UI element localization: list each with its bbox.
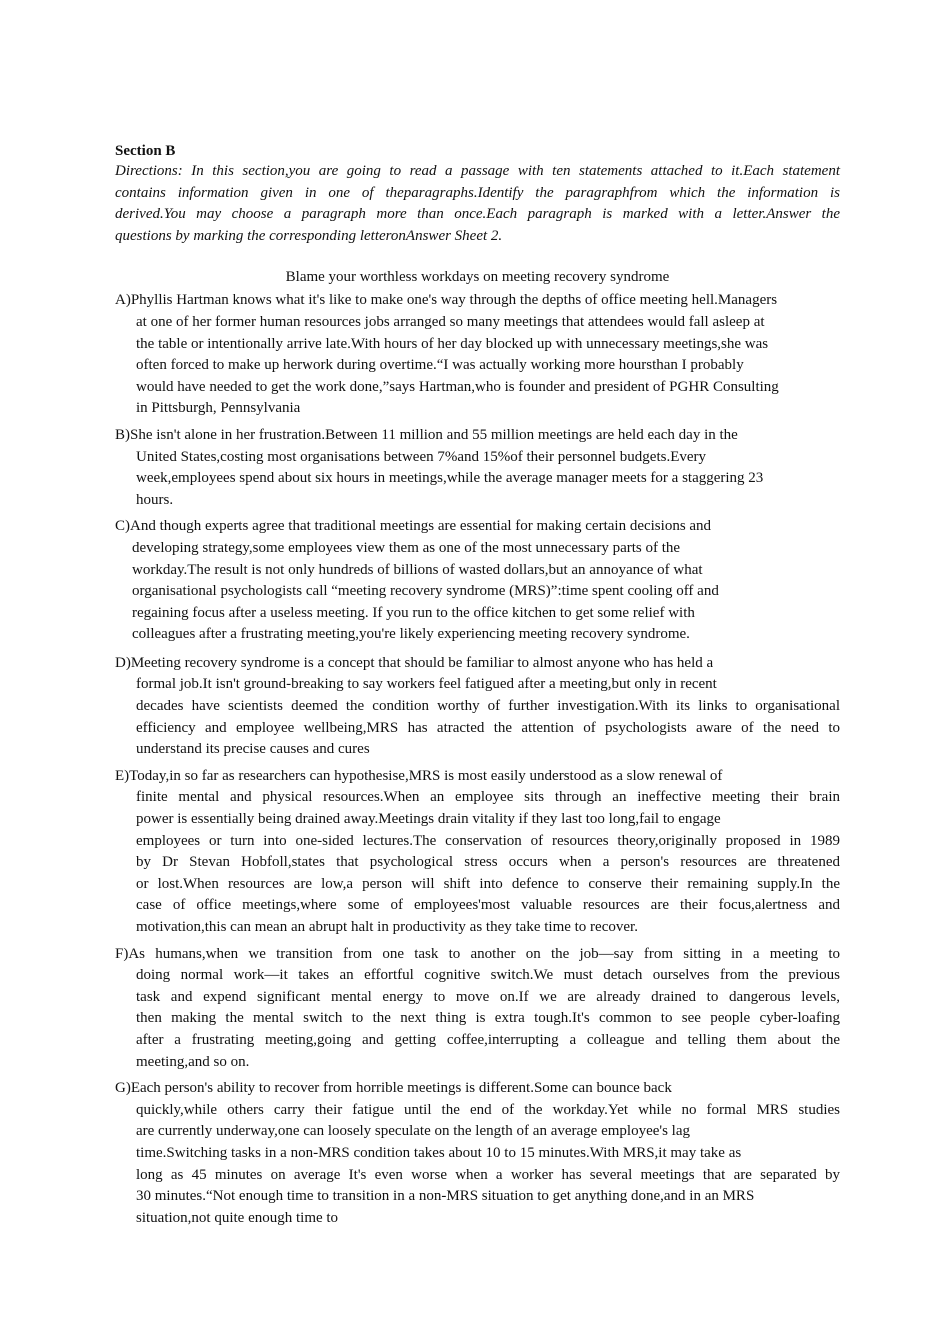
document-page [115, 141, 840, 1234]
paragraph-line: after a frustrating meeting,going and getting coffee,interrupting a colleague and telling them about the [136, 1031, 840, 1048]
paragraph-line: regaining focus after a useless meeting. If you run to the office kitchen to get some relief with [132, 604, 695, 621]
paragraph-d [115, 653, 840, 761]
paragraph-c [115, 516, 840, 646]
paragraph-line: are currently underway,one can loosely speculate on the length of an average employee's lag [136, 1123, 690, 1140]
paragraph-line: by Dr Stevan Hobfoll,states that psychological stress occurs when a person's resources are threatened [136, 854, 840, 871]
directions-line: derived.You may choose a paragraph more than once.Each paragraph is marked with a letter.Answer the [115, 206, 840, 223]
paragraph-line: often forced to make up herwork during overtime.“I was actually working more hoursthan I probably [136, 357, 744, 374]
paragraph-line: or lost.When resources are low,a person will shift into defence to conserve their remaining supply.In the [136, 875, 840, 892]
paragraph-line: situation,not quite enough time to [136, 1209, 339, 1226]
paragraph-line: task and expend significant mental energy to move on.If we are already drained to dangerous levels, [136, 988, 840, 1005]
paragraph-line: colleagues after a frustrating meeting,you're likely experiencing meeting recovery syndrome. [132, 626, 690, 643]
paragraph-f [115, 944, 840, 1074]
directions-line: contains information given in one of theparagraphs.Identify the paragraphfrom which the information is [115, 184, 840, 201]
paragraph-line: at one of her former human resources jobs arranged so many meetings that attendees would fall asleep at [136, 313, 765, 330]
paragraph-b [115, 425, 840, 511]
paragraph-line: in Pittsburgh, Pennsylvania [136, 400, 301, 417]
paragraph-line: G)Each person's ability to recover from horrible meetings is different.Some can bounce back [115, 1080, 672, 1097]
paragraph-line: decades have scientists deemed the condition worthy of further investigation.With its links to organisational [136, 698, 840, 715]
paragraph-line: 30 minutes.“Not enough time to transition in a non-MRS situation to get anything done,and in an MRS [136, 1188, 755, 1205]
paragraph-line: would have needed to get the work done,”says Hartman,who is founder and president of PGHR Consulting [136, 378, 779, 395]
paragraph-line: power is essentially being drained away.Meetings drain vitality if they last too long,fail to engage [136, 811, 721, 828]
paragraph-line: motivation,this can mean an abrupt halt in productivity as they take time to recover. [136, 919, 638, 935]
paragraph-line: quickly,while others carry their fatigue until the end of the workday.Yet while no formal MRS studies [136, 1101, 840, 1118]
paragraph-line: case of office meetings,where some of employees'most valuable resources are their focus,alertness and [136, 897, 840, 914]
section-heading: Section B [115, 143, 176, 159]
passage-title: Blame your worthless workdays on meeting recovery syndrome [285, 269, 670, 286]
paragraph-line: D)Meeting recovery syndrome is a concept that should be familiar to almost anyone who has held a [115, 654, 714, 671]
paragraph-line: United States,costing most organisations between 7%and 15%of their personnel budgets.Every [136, 448, 707, 465]
paragraph-line: long as 45 minutes on average It's even worse when a worker has several meetings that are separated by [136, 1166, 840, 1183]
paragraph-line: organisational psychologists call “meeting recovery syndrome (MRS)”:time spent cooling off and [132, 583, 719, 600]
paragraph-line: E)Today,in so far as researchers can hypothesise,MRS is most easily understood as a slow renewal of [115, 767, 723, 784]
paragraph-line: A)Phyllis Hartman knows what it's like to make one's way through the depths of office meeting hell.Managers [115, 292, 778, 309]
directions-line: Directions: In this section,you are going to read a passage with ten statements attached to it.Each statement [115, 163, 840, 179]
paragraph-line: doing normal work—it takes an effortful cognitive switch.We must detach ourselves from the previous [136, 967, 840, 984]
directions [115, 161, 840, 247]
paragraph-line: understand its precise causes and cures [136, 741, 370, 758]
paragraph-line: hours. [136, 491, 174, 508]
paragraph-line: F)As humans,when we transition from one task to another on the job—say from sitting in a meeting to [115, 945, 840, 962]
paragraph-line: finite mental and physical resources.When an employee sits through an ineffective meeting their brain [136, 789, 840, 806]
paragraph-g [115, 1078, 840, 1229]
paragraph-line: C)And though experts agree that traditional meetings are essential for making certain decisions and [115, 518, 712, 535]
paragraph-line: efficiency and employee wellbeing,MRS has atracted the attention of psychologists aware of the need to [136, 719, 840, 736]
paragraph-line: formal job.It isn't ground-breaking to say workers feel fatigued after a meeting,but only in recent [136, 676, 717, 693]
paragraph-line: the table or intentionally arrive late.With hours of her day blocked up with unnecessary meetings,she was [136, 335, 769, 352]
paragraph-line: employees or turn into one-sided lectures.The conservation of resources theory,originally proposed in 1989 [136, 832, 840, 849]
paragraph-line: B)She isn't alone in her frustration.Between 11 million and 55 million meetings are held each day in the [115, 426, 738, 443]
paragraph-line: meeting,and so on. [136, 1053, 250, 1070]
paragraph-line: time.Switching tasks in a non-MRS condition takes about 10 to 15 minutes.With MRS,it may take as [136, 1144, 742, 1161]
paragraph-line: week,employees spend about six hours in meetings,while the average manager meets for a staggering 23 [136, 470, 764, 487]
paragraph-line: workday.The result is not only hundreds of billions of wasted dollars,but an annoyance of what [132, 561, 703, 578]
paragraph-line: developing strategy,some employees view them as one of the most unnecessary parts of the [132, 539, 681, 556]
paragraph-a [115, 290, 840, 420]
paragraph-e [115, 766, 840, 939]
paragraph-line: then making the mental switch to the next thing is extra tough.It's common to see people cyber-loafing [136, 1010, 840, 1027]
directions-line: questions by marking the corresponding letteronAnswer Sheet 2. [115, 227, 503, 244]
